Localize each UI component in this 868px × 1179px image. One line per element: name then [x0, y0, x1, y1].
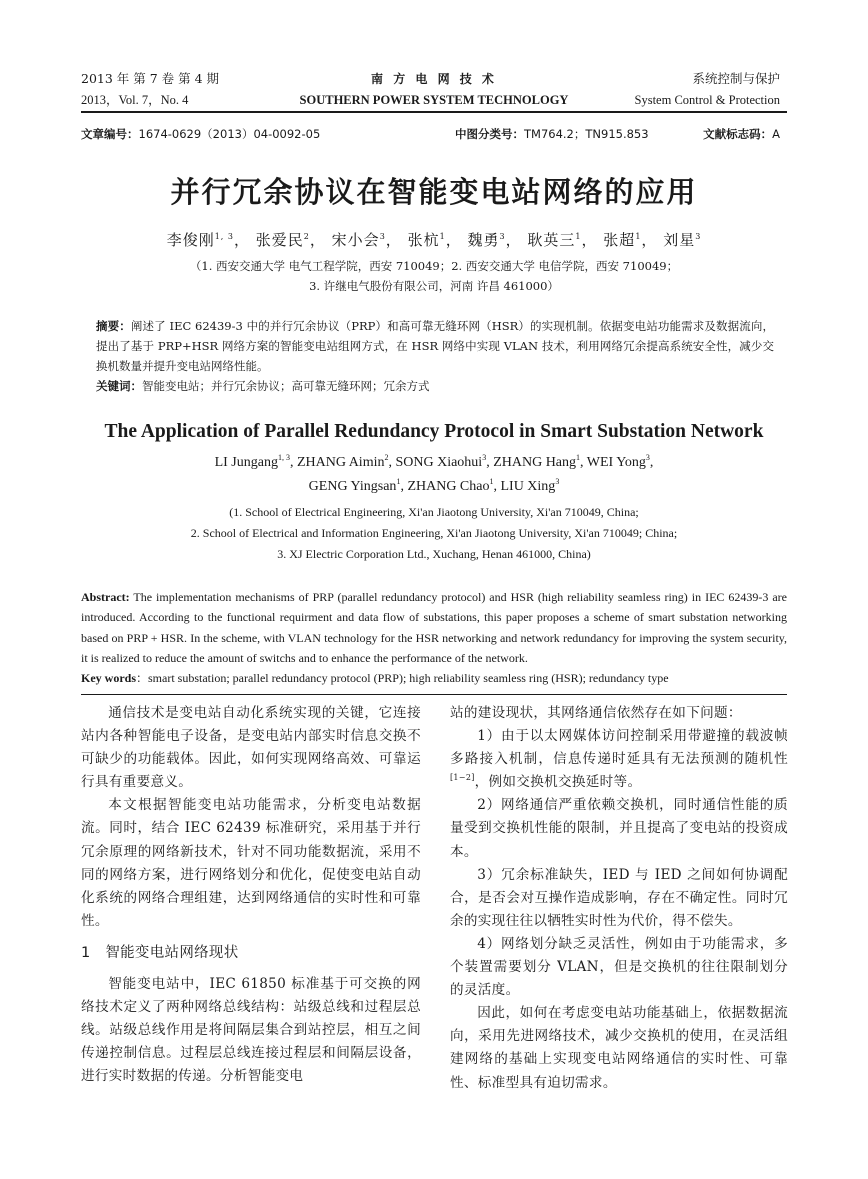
affiliations-en-line1: (1. School of Electrical Engineering, Xi'an Jiaotong University, Xi'an 710049, China; [229, 505, 639, 519]
section-name-cn: 系统控制与保护 [692, 71, 780, 86]
paragraph: 通信技术是变电站自动化系统实现的关键，它连接站内各种智能电子设备，是变电站内部实时信息交换不可缺少的功能载体。因此，如何实现网络高效、可靠运行具有重要意义。 [81, 705, 421, 791]
keywords-cn: 关键词：智能变电站；并行冗余协议；高可靠无缝环网；冗余方式 [96, 379, 430, 393]
author-name: ZHANG Aimin [296, 455, 385, 470]
section-heading: 1 智能变电站网络现状 [81, 944, 239, 961]
authors-en-line1: LI Jungang$^{1, 3}$, ZHANG Aimin$^2$, SONG Xiaohui$^3$, ZHANG Hang$^1$, WEI Yong$^3$, [214, 453, 654, 470]
paragraph: 2）网络通信严重依赖交换机，同时通信性能的质量受到交换机性能的限制，并且提高了变电站的投资成本。 [450, 797, 788, 860]
header-rule [81, 111, 787, 113]
author-affiliation-index: 2 [384, 453, 389, 462]
author-affiliation-index: 1 [576, 453, 581, 462]
author-affiliation-index: 3 [555, 477, 560, 486]
article-number: 文章编号：1674-0629（2013）04-0092-05 [81, 127, 321, 141]
author-affiliation-index: 1, 3 [277, 453, 290, 462]
paragraph: 3）冗余标准缺失，IED 与 IED 之间如何协调配合，是否会对互操作造成影响，存在不确定性。同时冗余的实现往往以牺牲实时性为代价，得不偿失。 [450, 866, 788, 929]
author-name: LIU Xing [500, 479, 556, 494]
affiliations-cn-line1: （1. 西安交通大学 电气工程学院，西安 710049；2. 西安交通大学 电信学院，西安 710049； [189, 259, 679, 273]
journal-issue-en: 2013，Vol. 7，No. 4 [81, 93, 189, 107]
document-code: 文献标志码：A [703, 127, 780, 141]
abstract-cn: 摘要：阐述了 IEC 62439-3 中的并行冗余协议（PRP）和高可靠无缝环网（HSR）的实现机制。依据变电站功能需求及数据流向，提出了基于 PRP+HSR 网络方案的智能变电站组网方式，在 HSR 网络中实现 VLAN 技术，利用网络冗余提高系统安全性，减少交换机数量并提升变电站网络性能。 [96, 319, 774, 373]
author-name: SONG Xiaohui [395, 455, 483, 470]
author-affiliation-index: 1 [396, 477, 401, 486]
citation: [1−2] [450, 773, 475, 783]
author-affiliation-index: 3 [645, 453, 650, 462]
clc-number: 中图分类号：TM764.2；TN915.853 [455, 127, 649, 141]
abstract-en: Abstract: The implementation mechanisms of PRP (parallel redundancy protocol) and HSR (high reliability seamless ring) in IEC 62439-3 are introduced. According to the functional requirment and data flow of substations, this paper proposes a scheme of smart substation networking based on PRP + HSR. In the scheme, with VLAN technology for the HSR networking and network redundancy for improving the system security, it is realized to reduce the amount of switchs and to enhance the performance of the network. Key words：smart substation; parallel redundancy protocol (PRP); high reliability seamless ring (HSR); redundancy type [81, 590, 787, 686]
paragraph: 因此，如何在考虑变电站功能基础上，依据数据流向，采用先进网络技术，减少交换机的使用，在灵活组建网络的基础上实现变电站网络通信的实时性、可靠性、标准型具有迫切需求。 [450, 1005, 788, 1091]
paragraph: 站的建设现状，其网络通信依然存在如下问题： [450, 705, 742, 721]
affiliations-en-line2: 2. School of Electrical and Information Engineering, Xi'an Jiaotong University, Xi'an 710049; China; [190, 526, 678, 540]
author-name: WEI Yong [586, 455, 646, 470]
body-right-column [450, 702, 788, 1095]
author-name: GENG Yingsan [308, 479, 397, 494]
section-name-en: System Control & Protection [634, 93, 780, 107]
abstract-rule [81, 694, 787, 695]
title-cn: 并行冗余协议在智能变电站网络的应用 [170, 175, 698, 209]
journal-name-en: SOUTHERN POWER SYSTEM TECHNOLOGY [299, 93, 569, 107]
journal-issue-cn: 2013 年 第 7 卷 第 4 期 [81, 71, 220, 86]
authors-cn: 李俊刚$^{1, 3}$， 张爱民$^2$， 宋小会$^3$， 张杭$^1$， 魏勇$^3$， 耿英三$^1$， 张超$^1$， 刘星$^3$ [166, 231, 702, 249]
authors-en-line2: GENG Yingsan$^1$, ZHANG Chao$^1$, LIU Xing$^3$ [308, 477, 560, 494]
paragraph: 智能变电站中，IEC 61850 标准基于可交换的网络技术定义了两种网络总线结构：站级总线和过程层总线。站级总线作用是将间隔层集合到站控层，相互之间传递控制信息。过程层总线连接过程层和间隔层设备，进行实时数据的传递。分析智能变电 [81, 976, 421, 1085]
author-affiliation-index: 1 [489, 477, 494, 486]
author-affiliation-index: 3 [482, 453, 487, 462]
affiliations-cn-line2: 3. 许继电气股份有限公司，河南 许昌 461000） [309, 279, 559, 293]
author-name: ZHANG Chao [407, 479, 490, 494]
title-en: The Application of Parallel Redundancy Protocol in Smart Substation Network [104, 421, 764, 442]
paragraph: 本文根据智能变电站功能需求，分析变电站数据流。同时，结合 IEC 62439 标准研究，采用基于并行冗余原理的网络新技术，针对不同功能数据流，采用不同的网络方案，进行网络划分和优化，促使变电站自动化系统的网络合理组建，达到网络通信的实时性和可靠性。 [81, 797, 421, 929]
paragraph: 4）网络划分缺乏灵活性，例如由于功能需求，多个装置需要划分 VLAN，但是交换机的往往限制划分的灵活度。 [450, 935, 788, 999]
author-name: LI Jungang [214, 455, 278, 470]
author-name: ZHANG Hang [493, 455, 577, 470]
paragraph: 1）由于以太网媒体访问控制采用带避撞的载波帧多路接入机制，信息传递时延具有无法预测的随机性[1−2]，例如交换机交换延时等。 [450, 728, 788, 791]
affiliations-en-line3: 3. XJ Electric Corporation Ltd., Xuchang, Henan 461000, China) [277, 547, 591, 561]
journal-name-cn: 南 方 电 网 技 术 [371, 72, 497, 86]
body-left-column [81, 702, 421, 1089]
